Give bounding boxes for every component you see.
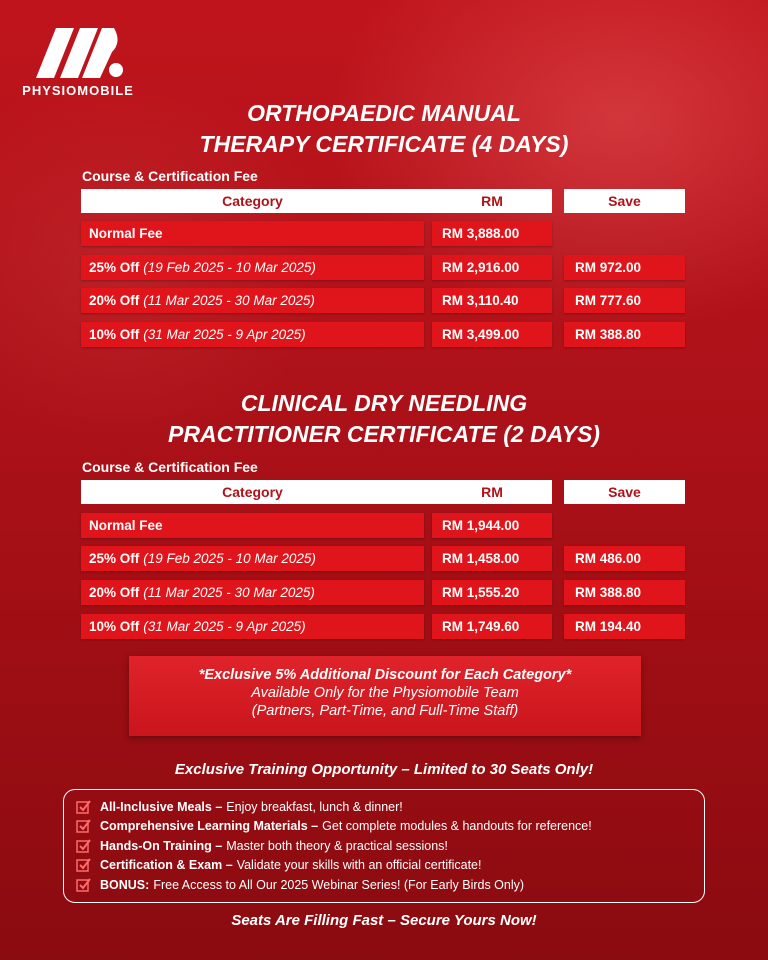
checkbox-checked-icon	[76, 799, 92, 815]
checkbox-checked-icon	[76, 838, 92, 854]
course1-row-25-rm: RM 2,916.00	[432, 255, 552, 280]
checkbox-checked-icon	[76, 857, 92, 873]
course2-row-20-category: 20% Off (11 Mar 2025 - 30 Mar 2025)	[81, 580, 424, 605]
course2-row-10-save: RM 194.40	[564, 614, 685, 639]
course2-row-20-save: RM 388.80	[564, 580, 685, 605]
benefit-item: Certification & Exam – Validate your skills with an official certificate!	[64, 856, 704, 876]
course2-row-20-rm: RM 1,555.20	[432, 580, 552, 605]
course2-row-10-rm: RM 1,749.60	[432, 614, 552, 639]
benefits-box	[63, 789, 705, 903]
course1-row-20-category: 20% Off (11 Mar 2025 - 30 Mar 2025)	[81, 288, 424, 313]
call-to-action-footer: Seats Are Filling Fast – Secure Yours Now!	[231, 912, 537, 929]
course2-header-save: Save	[564, 480, 685, 504]
course1-row-normal-rm: RM 3,888.00	[432, 221, 552, 246]
course2-fee-label: Course & Certification Fee	[82, 459, 258, 475]
promo-line3: (Partners, Part-Time, and Full-Time Staff)	[251, 703, 519, 719]
physiomobile-logo-icon	[30, 22, 128, 80]
course1-row-25-save: RM 972.00	[564, 255, 685, 280]
course1-fee-label: Course & Certification Fee	[82, 168, 258, 184]
benefit-item: BONUS: Free Access to All Our 2025 Webinar Series! (For Early Birds Only)	[64, 875, 704, 895]
course1-row-25-category: 25% Off (19 Feb 2025 - 10 Mar 2025)	[81, 255, 424, 280]
promo-line2: Available Only for the Physiomobile Team	[251, 685, 519, 701]
promo-line1: *Exclusive 5% Additional Discount for Each Category*	[198, 667, 572, 683]
course1-header-category: Category RM	[81, 189, 552, 213]
brand-name: PHYSIOMOBILE	[22, 83, 134, 98]
course2-row-25-category: 25% Off (19 Feb 2025 - 10 Mar 2025)	[81, 546, 424, 571]
course2-row-25-rm: RM 1,458.00	[432, 546, 552, 571]
course1-title-line2: THERAPY CERTIFICATE (4 DAYS)	[199, 131, 569, 157]
checkbox-checked-icon	[76, 818, 92, 834]
course2-title-line1: CLINICAL DRY NEEDLING	[240, 390, 528, 416]
course1-header-save: Save	[564, 189, 685, 213]
course2-header-category: Category RM	[81, 480, 552, 504]
course2-row-25-save: RM 486.00	[564, 546, 685, 571]
limited-seats-tagline: Exclusive Training Opportunity – Limited to 30 Seats Only!	[174, 761, 594, 778]
benefit-item: Comprehensive Learning Materials – Get complete modules & handouts for reference!	[64, 817, 704, 837]
course1-row-10-rm: RM 3,499.00	[432, 322, 552, 347]
course1-row-10-save: RM 388.80	[564, 322, 685, 347]
course1-row-20-rm: RM 3,110.40	[432, 288, 552, 313]
course1-row-10-category: 10% Off (31 Mar 2025 - 9 Apr 2025)	[81, 322, 424, 347]
benefit-item: All-Inclusive Meals – Enjoy breakfast, lunch & dinner!	[64, 797, 704, 817]
course2-row-10-category: 10% Off (31 Mar 2025 - 9 Apr 2025)	[81, 614, 424, 639]
team-discount-banner	[129, 656, 641, 736]
course1-row-normal-category: Normal Fee	[81, 221, 424, 246]
course1-title-line1: ORTHOPAEDIC MANUAL	[247, 100, 521, 126]
course1-row-20-save: RM 777.60	[564, 288, 685, 313]
course2-title-line2: PRACTITIONER CERTIFICATE (2 DAYS)	[168, 421, 600, 447]
course2-row-normal-rm: RM 1,944.00	[432, 513, 552, 538]
checkbox-checked-icon	[76, 877, 92, 893]
course2-row-normal-category: Normal Fee	[81, 513, 424, 538]
benefit-item: Hands-On Training – Master both theory & practical sessions!	[64, 836, 704, 856]
